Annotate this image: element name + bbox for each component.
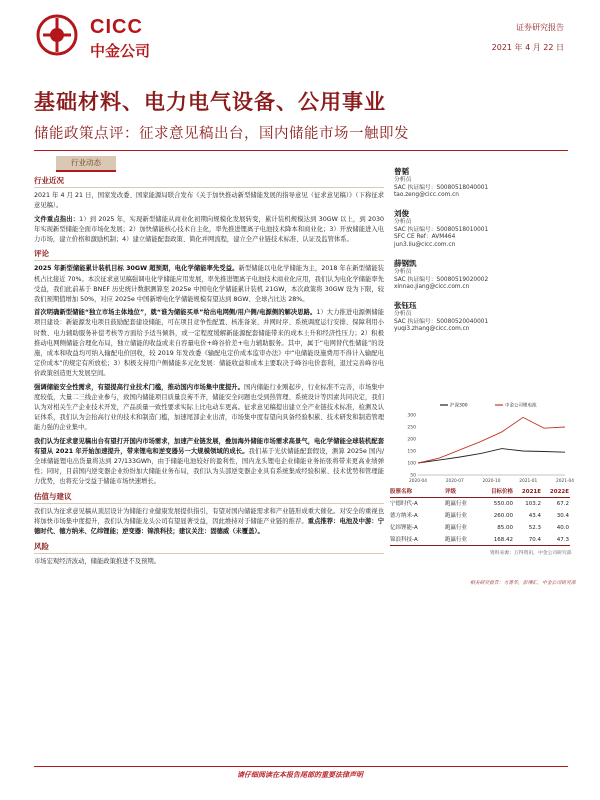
paragraph: 我们认为征求意见稿出台有望打开国内市场需求，加速产业链发展，叠加海外储能市场需求高景气，电化学储能全球装机配套有望从 2021 年开始加速提升，带来锂电和逆变器另一大规模领域的成长。我们基于光伏储能配套假设，测算 2025e 国内/全球储能锂电出货量将达到 27/133GWh，由于储能电池较好的盈利性，国内龙头锂电企业储能业务拓张将带来更高业绩弹性；同时，目前国内逆变器企业纷纷加大储能业务布局，我们认为头部逆变器企业具有系统集成经验积累、技术优势和管理能力优势，也将充分受益于储能市场快速增长。 <box>34 437 384 486</box>
x-tick-label: 2020-10 <box>482 479 501 484</box>
x-tick-label: 2020-07 <box>445 479 464 484</box>
performance-chart <box>400 397 574 487</box>
chart-legend <box>440 402 537 409</box>
page-subtitle: 储能政策点评：征求意见稿出台，国内储能市场一触即发 <box>34 126 409 142</box>
x-tick-label: 2020-04 <box>409 479 427 484</box>
footer-divider <box>34 766 568 767</box>
header-divider <box>34 150 568 151</box>
contributors: 相关研究报告：方菁华，彭博汇，中金公司研究部 <box>470 581 576 586</box>
analyst-card: 张钰珏 分析员 SAC 执证编号：S0080520040001 yuqi3.zhang@cicc.com.cn <box>394 301 489 333</box>
category-tag: 行业动态 <box>56 156 116 170</box>
y-tick-label: 200 <box>407 437 416 443</box>
analyst-card: 曾韬 分析员 SAC 执证编号：S0080518040001 tao.zeng@cicc.com.cn <box>394 167 489 199</box>
y-tick-label: 300 <box>407 413 416 419</box>
x-tick-label: 2021-04 <box>556 479 574 484</box>
y-tick-label: 100 <box>407 461 416 467</box>
y-tick-label: 250 <box>407 425 416 431</box>
table-row: 锦浪科技-A 跑赢行业 168.42 70.4 47.3 <box>390 537 569 543</box>
table-source: 资料来源：万得资讯，中金公司研究部 <box>490 551 572 556</box>
page-title: 基础材料、电力电气设备、公用事业 <box>34 90 386 114</box>
logo-text-en: CICC <box>90 16 143 38</box>
paragraph: 2021 年 4 月 21 日，国家发改委、国家能源局联合发布《关于加快推动新型储能发展的指导意见（征求意见稿）》（下称征求意见稿）。 <box>34 192 384 210</box>
section-heading-valuation: 估值与建议 <box>34 492 384 504</box>
main-text-column <box>34 172 384 570</box>
coverage-table <box>390 487 570 546</box>
analyst-card: 薛钢凯 分析员 SAC 执证编号：S0080519020002 xinnao.jiang@cicc.com.cn <box>394 259 489 291</box>
report-date: 2021 年 4 月 22 日 <box>491 43 564 52</box>
paragraph: 首次明确新型储能“独立市场主体地位”，就“谁为储能买单”给出电网侧/用户侧/电源侧的解决思路。1）大力推进电源侧储能项目建设：新能源发电项目鼓励配套建设储能，可在项目竞争性配置、核准备案、并网时序、系统调度运行安排、保障利用小时数、电力辅助服务补偿考核等方面给予适当倾斜，或一定程度缓解新能源配套储能带来的成本上升和经济性压力；2）积极推动电网侧储能合理化布局，独立储能的收益或来自容量电价+峰谷价差+电力辅助服务。其中，属于“电网替代性储能”的设施，成本和收益均可纳入输配电价回收，较 2019 年发改委《输配电定价成本监审办法》中“电储能设施费用不得计入输配电定价成本”的规定有所放松；3）积极支持用户侧储能多元化发展：储能收益和成本主要取决于峰谷电价套利，退过完善峰谷电价政策创造更大发展空间。 <box>34 309 384 378</box>
series-line-0 <box>418 449 565 463</box>
analyst-card: 刘俊 分析员 SAC 执证编号：S0080518010001 SFC CE Ref：AVM464 jun3.liu@cicc.com.cn <box>394 209 489 248</box>
section-heading-review: 评论 <box>34 249 384 261</box>
report-type: 证券研究报告 <box>516 23 564 32</box>
logo-text-cn: 中金公司 <box>90 42 151 60</box>
chart-axes <box>407 413 574 485</box>
series-line-1 <box>418 417 565 463</box>
section-heading-risk: 风险 <box>34 542 384 554</box>
paragraph: 强调储能安全性需求，有望提高行业技术门槛，推动国内市场集中度提升。国内储能行业刚起步，行业标准不完善，市场集中度较低，大量二三线企业参与，致国内储能项目质量良莠不齐，储能安全问题也受到热管理、系统设计等因素共同决定，我们认为对相关生产企业技术开发，产品质量一致性要求实际上比电动车更高。征求意见稿提出建立全产业链技术标准，检测及认证体系，我们认为会抬高行业的技术和制造门槛，加速尾部企业出清，市场集中度有望向具备经验积累、技术研发和制造管理能力强的企业集中。 <box>34 383 385 432</box>
table-header: 股票名称 评级 目标价格 2021E 2022E <box>390 487 570 498</box>
chart-series <box>418 417 565 463</box>
table-row: 宁德时代-A 跑赢行业 550.00 103.2 67.2 <box>390 501 569 507</box>
legend-label: 中金公司锂电池 <box>505 403 537 409</box>
paragraph: 我们认为征求意见稿从顶层设计为储能行业健康发展提供指引，有望对国内储能需求和产业链形成重大催化。对安全的重视也将加快市场集中度提升，我们认为储能龙头公司有望显著受益，因此维持对于储能产业链的推荐。重点推荐：电池及中游：宁德时代、德方纳米、亿纬锂能；逆变器：锦浪科技；建议关注：固德威（未覆盖）。 <box>34 507 385 536</box>
legend-label: 沪深300 <box>450 403 468 409</box>
x-tick-label: 2021-01 <box>519 479 538 484</box>
section-heading-recent: 行业近况 <box>34 176 384 188</box>
y-tick-label: 150 <box>407 449 416 455</box>
table-row: 亿纬锂能-A 跑赢行业 85.00 52.3 40.0 <box>390 525 569 531</box>
footer-disclaimer: 请仔细阅读在本报告尾部的重要法律声明 <box>237 771 363 779</box>
paragraph: 2025 年新型储能累计装机目标 30GW 超预期，电化学储能率先受益。新型储能以电化学储能为主，2018 年在新型储能装机占比接近 70%。本次征求意见稿强调电化学储能应用发展，率先推进锂离子电池技术商业化应用，我们认为电化学储能率先受益，我们此前基于 BNEF 历史统计数据测算至 2025e 中国电化学储能累计装机 21GW，本次政策将 30GW 设为下限，较我们预期值增加 50%，对应 2025e 中国新增电化学储能规模有望达到 8GW、全球占比达 28%。 <box>34 265 384 304</box>
cicc-logo-icon <box>36 14 78 56</box>
y-tick-label: 50 <box>410 473 416 479</box>
table-bottom-rule <box>390 545 570 546</box>
paragraph: 文件重点指出：1）到 2025 年，实现新型储能从商业化初期向规模化发展转变，累计装机规模达到 30GW 以上，到 2030 年实现新型储能全面市场化发展；2）加快储能核心技术自主化，率先推进锂离子电池技术降本和商业化；3）开放储能进入电力市场，建立价格和激励机制；4）建立储能配套政策、简化并网流程，建立全产业链技术标准、认证及监管体系。 <box>34 215 385 244</box>
table-row: 德方纳米-A 跑赢行业 260.00 43.4 30.4 <box>390 513 569 519</box>
analyst-list <box>394 166 566 342</box>
paragraph: 市场宏观经济波动，储能政策推进不及预期。 <box>34 557 160 565</box>
